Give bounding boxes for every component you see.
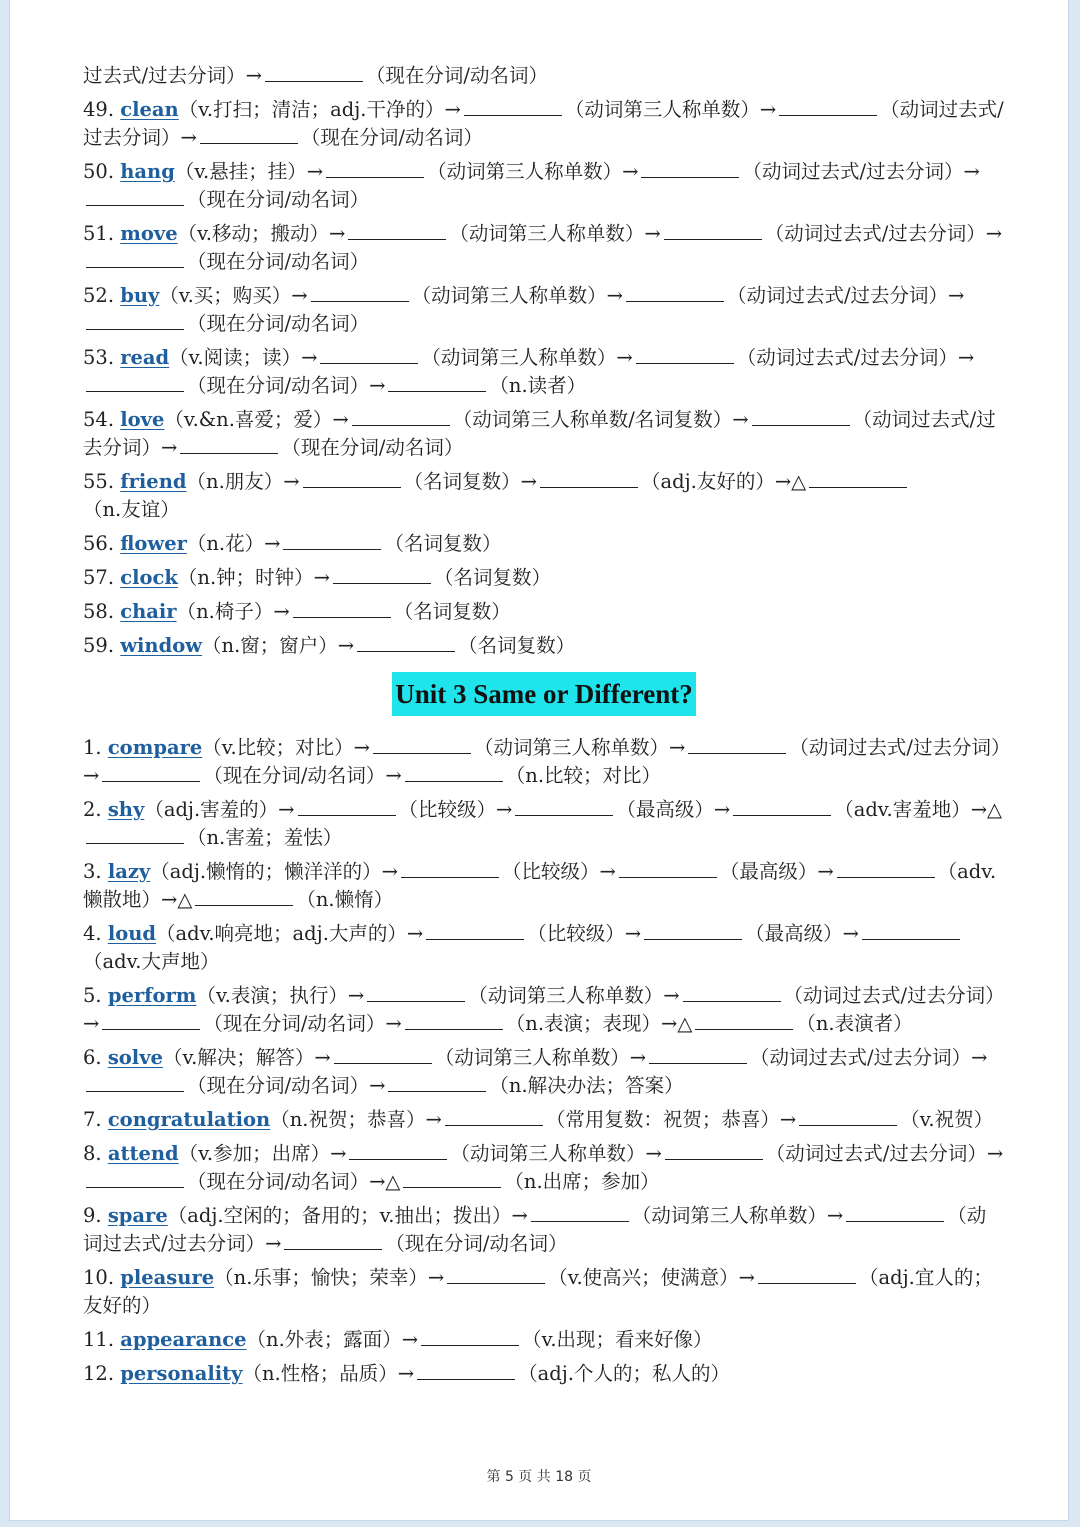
answer-blank[interactable]	[303, 486, 401, 488]
vocab-item	[83, 1202, 1005, 1258]
item-segment: （n.乐事；愉快；荣幸）→	[214, 1266, 445, 1289]
vocab-item	[83, 406, 1005, 462]
item-number: 56.	[83, 532, 115, 555]
item-number: 5.	[83, 984, 102, 1007]
answer-blank[interactable]	[265, 80, 363, 82]
item-segment: （动词过去式/过去分词）→	[742, 160, 980, 183]
answer-blank[interactable]	[688, 752, 786, 754]
item-number: 55.	[83, 470, 115, 493]
item-segment: （动词第三人称单数）→	[427, 160, 639, 183]
item-segment: （现在分词/动名词）	[385, 1232, 568, 1255]
item-number: 3.	[83, 860, 102, 883]
answer-blank[interactable]	[334, 1062, 432, 1064]
item-segment: （现在分词/动名词）	[281, 436, 464, 459]
item-segment: （v.参加；出席）→	[178, 1142, 347, 1165]
item-segment: （n.椅子）→	[176, 600, 290, 623]
item-segment: （n.懒惰）	[296, 888, 394, 911]
answer-blank[interactable]	[733, 814, 831, 816]
answer-blank[interactable]	[515, 814, 613, 816]
answer-blank[interactable]	[298, 814, 396, 816]
item-segment: （v.解决；解答）→	[162, 1046, 331, 1069]
item-number: 7.	[83, 1108, 102, 1131]
answer-blank[interactable]	[799, 1124, 897, 1126]
answer-blank[interactable]	[664, 238, 762, 240]
item-segment: （n.读者）	[489, 374, 587, 397]
item-number: 57.	[83, 566, 115, 589]
item-number: 12.	[83, 1362, 115, 1385]
item-segment: （n.害羞；羞怯）	[187, 826, 343, 849]
item-number: 2.	[83, 798, 102, 821]
vocab-item	[83, 564, 1005, 592]
unit2-word-list	[83, 96, 1005, 660]
item-segment: （n.朋友）→	[186, 470, 300, 493]
item-segment: （n.解决办法；答案）	[489, 1074, 684, 1097]
item-segment: （动词过去式/过去分词）→	[83, 984, 1005, 1035]
item-number: 8.	[83, 1142, 102, 1165]
item-segment: （adj.宜人的；友好的）	[83, 1266, 993, 1317]
item-segment: （n.表演；表现）→△	[505, 1012, 693, 1035]
item-segment: （名词复数）	[384, 532, 502, 555]
answer-blank[interactable]	[373, 752, 471, 754]
item-number: 49.	[83, 98, 115, 121]
item-segment: （动词过去式/过去分词）→	[764, 222, 1003, 245]
item-number: 6.	[83, 1046, 102, 1069]
headword-link[interactable]: clean	[120, 98, 179, 121]
item-segment: （n.性格；品质）→	[242, 1362, 415, 1385]
item-number: 52.	[83, 284, 115, 307]
item-segment: （名词复数）	[393, 600, 511, 623]
answer-blank[interactable]	[626, 300, 724, 302]
answer-blank[interactable]	[86, 842, 184, 844]
vocab-item	[83, 598, 1005, 626]
answer-blank[interactable]	[447, 1282, 545, 1284]
item-segment: （adv.大声地）	[83, 950, 220, 973]
item-segment: （现在分词/动名词）	[300, 126, 483, 149]
item-segment: （现在分词/动名词）→	[203, 764, 402, 787]
answer-blank[interactable]	[779, 114, 877, 116]
vocab-item	[83, 920, 1005, 976]
headword-link[interactable]: shy	[107, 798, 145, 821]
headword-link[interactable]: attend	[107, 1142, 179, 1165]
answer-blank[interactable]	[405, 780, 503, 782]
item-number: 1.	[83, 736, 102, 759]
item-segment: （n.比较；对比）	[505, 764, 662, 787]
item-segment: （名词复数）→	[403, 470, 537, 493]
item-segment: （动词第三人称单数）→	[450, 1142, 662, 1165]
vocab-item	[83, 1140, 1005, 1196]
answer-blank[interactable]	[388, 390, 486, 392]
item-number: 9.	[83, 1204, 102, 1227]
item-segment: （adv.懒散地）→△	[83, 860, 997, 911]
answer-blank[interactable]	[405, 1028, 503, 1030]
item-segment: （n.窗；窗户）→	[202, 634, 355, 657]
item-segment: （v.表演；执行）→	[196, 984, 365, 1007]
vocab-item	[83, 632, 1005, 660]
vocab-item	[83, 282, 1005, 338]
item-segment: （常用复数：祝贺；恭喜）→	[545, 1108, 797, 1131]
answer-blank[interactable]	[641, 176, 739, 178]
item-number: 4.	[83, 922, 102, 945]
item-segment: （v.使高兴；使满意）→	[548, 1266, 755, 1289]
item-segment: （动词过去式/过去分词）→	[83, 736, 1001, 787]
headword-link[interactable]: pleasure	[120, 1266, 215, 1289]
answer-blank[interactable]	[293, 616, 391, 618]
headword-link[interactable]: personality	[120, 1362, 243, 1385]
headword-link[interactable]: loud	[107, 922, 157, 945]
answer-blank[interactable]	[809, 486, 907, 488]
answer-blank[interactable]	[531, 1220, 629, 1222]
vocab-item	[83, 468, 1005, 524]
answer-blank[interactable]	[86, 390, 184, 392]
answer-blank[interactable]	[846, 1220, 944, 1222]
item-segment: （adj.空闲的；备用的；v.抽出；拨出）→	[167, 1204, 528, 1227]
answer-blank[interactable]	[284, 1248, 382, 1250]
item-segment: （adv.响亮地；adj.大声的）→	[156, 922, 424, 945]
headword-link[interactable]: buy	[120, 284, 160, 307]
headword-link[interactable]: spare	[107, 1204, 168, 1227]
page-footer: 第 5 页 共 18 页	[486, 1469, 592, 1485]
headword-link[interactable]: love	[120, 408, 165, 431]
headword-link[interactable]: friend	[120, 470, 187, 493]
item-segment: （最高级）→	[616, 798, 731, 821]
answer-blank[interactable]	[683, 1000, 781, 1002]
answer-blank[interactable]	[349, 1158, 447, 1160]
item-segment: （现在分词/动名词）	[187, 312, 370, 335]
continuation-text-2: （现在分词/动名词）	[365, 64, 548, 87]
item-segment: （动词第三人称单数）→	[449, 222, 661, 245]
answer-blank[interactable]	[102, 1028, 200, 1030]
item-segment: （v.&n.喜爱；爱）→	[164, 408, 349, 431]
answer-blank[interactable]	[417, 1378, 515, 1380]
item-segment: （动词过去式/过去分词）→	[83, 98, 1004, 149]
headword-link[interactable]: read	[120, 346, 170, 369]
item-segment: （动词过去式/过去分词）→	[750, 1046, 988, 1069]
headword-link[interactable]: move	[120, 222, 178, 245]
answer-blank[interactable]	[86, 1186, 184, 1188]
item-number: 10.	[83, 1266, 115, 1289]
item-segment: （v.悬挂；挂）→	[174, 160, 324, 183]
item-segment: （名词复数）	[458, 634, 576, 657]
answer-blank[interactable]	[86, 1090, 184, 1092]
vocabulary-content	[83, 62, 1005, 1394]
headword-link[interactable]: flower	[120, 532, 187, 555]
answer-blank[interactable]	[352, 424, 450, 426]
answer-blank[interactable]	[665, 1158, 763, 1160]
item-segment: （n.出席；参加）	[504, 1170, 660, 1193]
item-segment: （最高级）→	[719, 860, 834, 883]
item-segment: （现在分词/动名词）→	[187, 1074, 386, 1097]
item-segment: （现在分词/动名词）→△	[187, 1170, 401, 1193]
headword-link[interactable]: hang	[120, 160, 175, 183]
item-number: 50.	[83, 160, 115, 183]
item-number: 51.	[83, 222, 115, 245]
vocab-item	[83, 1264, 1005, 1320]
item-segment: （动词第三人称单数）→	[564, 98, 777, 121]
answer-blank[interactable]	[86, 328, 184, 330]
answer-blank[interactable]	[540, 486, 638, 488]
item-segment: （动词第三人称单数）→	[411, 284, 623, 307]
answer-blank[interactable]	[464, 114, 562, 116]
vocab-item	[83, 1326, 1005, 1354]
vocab-item	[83, 734, 1005, 790]
item-segment: （动词过去式/过去分词）→	[765, 1142, 1004, 1165]
item-segment: （比较级）→	[501, 860, 616, 883]
answer-blank[interactable]	[403, 1186, 501, 1188]
headword-link[interactable]: congratulation	[107, 1108, 271, 1131]
item-segment: （n.外表；露面）→	[246, 1328, 419, 1351]
item-segment: （v.打扫；清洁；adj.干净的）→	[178, 98, 461, 121]
item-number: 54.	[83, 408, 115, 431]
item-segment: （adj.懒惰的；懒洋洋的）→	[150, 860, 398, 883]
answer-blank[interactable]	[326, 176, 424, 178]
vocab-item	[83, 344, 1005, 400]
item-segment: （现在分词/动名词）→	[203, 1012, 402, 1035]
item-segment: （动词过去式/过去分词）→	[83, 1204, 987, 1255]
answer-blank[interactable]	[200, 142, 298, 144]
item-segment: （adj.个人的；私人的）	[518, 1362, 730, 1385]
headword-link[interactable]: appearance	[120, 1328, 247, 1351]
item-segment: （动词第三人称单数）→	[421, 346, 633, 369]
item-segment: （动词第三人称单数）→	[474, 736, 686, 759]
answer-blank[interactable]	[695, 1028, 793, 1030]
item-segment: （v.买；购买）→	[159, 284, 308, 307]
answer-blank[interactable]	[636, 362, 734, 364]
headword-link[interactable]: compare	[107, 736, 203, 759]
vocab-item	[83, 796, 1005, 852]
answer-blank[interactable]	[862, 938, 960, 940]
headword-link[interactable]: chair	[120, 600, 177, 623]
item-segment: （比较级）→	[527, 922, 642, 945]
answer-blank[interactable]	[367, 1000, 465, 1002]
headword-link[interactable]: lazy	[107, 860, 151, 883]
item-segment: （v.阅读；读）→	[169, 346, 318, 369]
vocab-item	[83, 158, 1005, 214]
answer-blank[interactable]	[195, 904, 293, 906]
item-segment: （v.祝贺）	[900, 1108, 994, 1131]
item-segment: （动词第三人称单数）→	[631, 1204, 844, 1227]
answer-blank[interactable]	[311, 300, 409, 302]
answer-blank[interactable]	[180, 452, 278, 454]
vocab-item	[83, 1044, 1005, 1100]
item-segment: （比较级）→	[398, 798, 513, 821]
answer-blank[interactable]	[619, 876, 717, 878]
item-number: 53.	[83, 346, 115, 369]
answer-blank[interactable]	[348, 238, 446, 240]
item-segment: （最高级）→	[745, 922, 859, 945]
answer-blank[interactable]	[283, 548, 381, 550]
item-segment: （adv.害羞地）→△	[834, 798, 1003, 821]
answer-blank[interactable]	[86, 266, 184, 268]
unit-heading-wrap	[83, 672, 1005, 716]
vocab-item	[83, 530, 1005, 558]
answer-blank[interactable]	[421, 1344, 519, 1346]
answer-blank[interactable]	[102, 780, 200, 782]
item-segment: （adj.友好的）→△	[640, 470, 807, 493]
item-segment: （动词过去式/过去分词）→	[83, 408, 996, 459]
vocab-item	[83, 96, 1005, 152]
item-segment: （n.祝贺；恭喜）→	[270, 1108, 442, 1131]
item-segment: （n.花）→	[186, 532, 281, 555]
unit-title: Unit 3 Same or Different?	[392, 672, 695, 716]
item-segment: （动词第三人称单数/名词复数）→	[452, 408, 749, 431]
item-segment: （现在分词/动名词）	[187, 250, 370, 273]
document-page	[10, 0, 1068, 1520]
headword-link[interactable]: perform	[107, 984, 197, 1007]
item-number: 11.	[83, 1328, 115, 1351]
vocab-item	[83, 858, 1005, 914]
item-segment: （动词第三人称单数）→	[434, 1046, 647, 1069]
headword-link[interactable]: clock	[120, 566, 178, 589]
item-number: 58.	[83, 600, 115, 623]
vocab-item	[83, 220, 1005, 276]
answer-blank[interactable]	[426, 938, 524, 940]
item-segment: （动词过去式/过去分词）→	[736, 346, 975, 369]
answer-blank[interactable]	[752, 424, 850, 426]
item-segment: （现在分词/动名词）	[187, 188, 370, 211]
vocab-item	[83, 1360, 1005, 1388]
item-segment: （名词复数）	[434, 566, 552, 589]
item-segment: （n.钟；时钟）→	[177, 566, 330, 589]
answer-blank[interactable]	[649, 1062, 747, 1064]
answer-blank[interactable]	[86, 204, 184, 206]
headword-link[interactable]: solve	[107, 1046, 163, 1069]
item-segment: （现在分词/动名词）→	[187, 374, 386, 397]
item-segment: （n.表演者）	[796, 1012, 913, 1035]
answer-blank[interactable]	[320, 362, 418, 364]
answer-blank[interactable]	[357, 650, 455, 652]
continuation-text-1: 过去式/过去分词）→	[83, 64, 262, 87]
item-number: 59.	[83, 634, 115, 657]
headword-link[interactable]: window	[120, 634, 203, 657]
answer-blank[interactable]	[333, 582, 431, 584]
answer-blank[interactable]	[388, 1090, 486, 1092]
answer-blank[interactable]	[401, 876, 499, 878]
vocab-item	[83, 982, 1005, 1038]
item-segment: （v.移动；搬动）→	[177, 222, 346, 245]
item-segment: （v.比较；对比）→	[202, 736, 371, 759]
answer-blank[interactable]	[837, 876, 935, 878]
answer-blank[interactable]	[644, 938, 742, 940]
item-segment: （动词第三人称单数）→	[468, 984, 680, 1007]
item-segment: （adj.害羞的）→	[144, 798, 295, 821]
item-segment: （n.友谊）	[83, 498, 180, 521]
item-segment: （v.出现；看来好像）	[522, 1328, 713, 1351]
item-segment: （动词过去式/过去分词）→	[726, 284, 965, 307]
vocab-item	[83, 1106, 1005, 1134]
continuation-line	[83, 62, 1005, 90]
answer-blank[interactable]	[445, 1124, 543, 1126]
answer-blank[interactable]	[758, 1282, 856, 1284]
unit3-word-list	[83, 734, 1005, 1388]
